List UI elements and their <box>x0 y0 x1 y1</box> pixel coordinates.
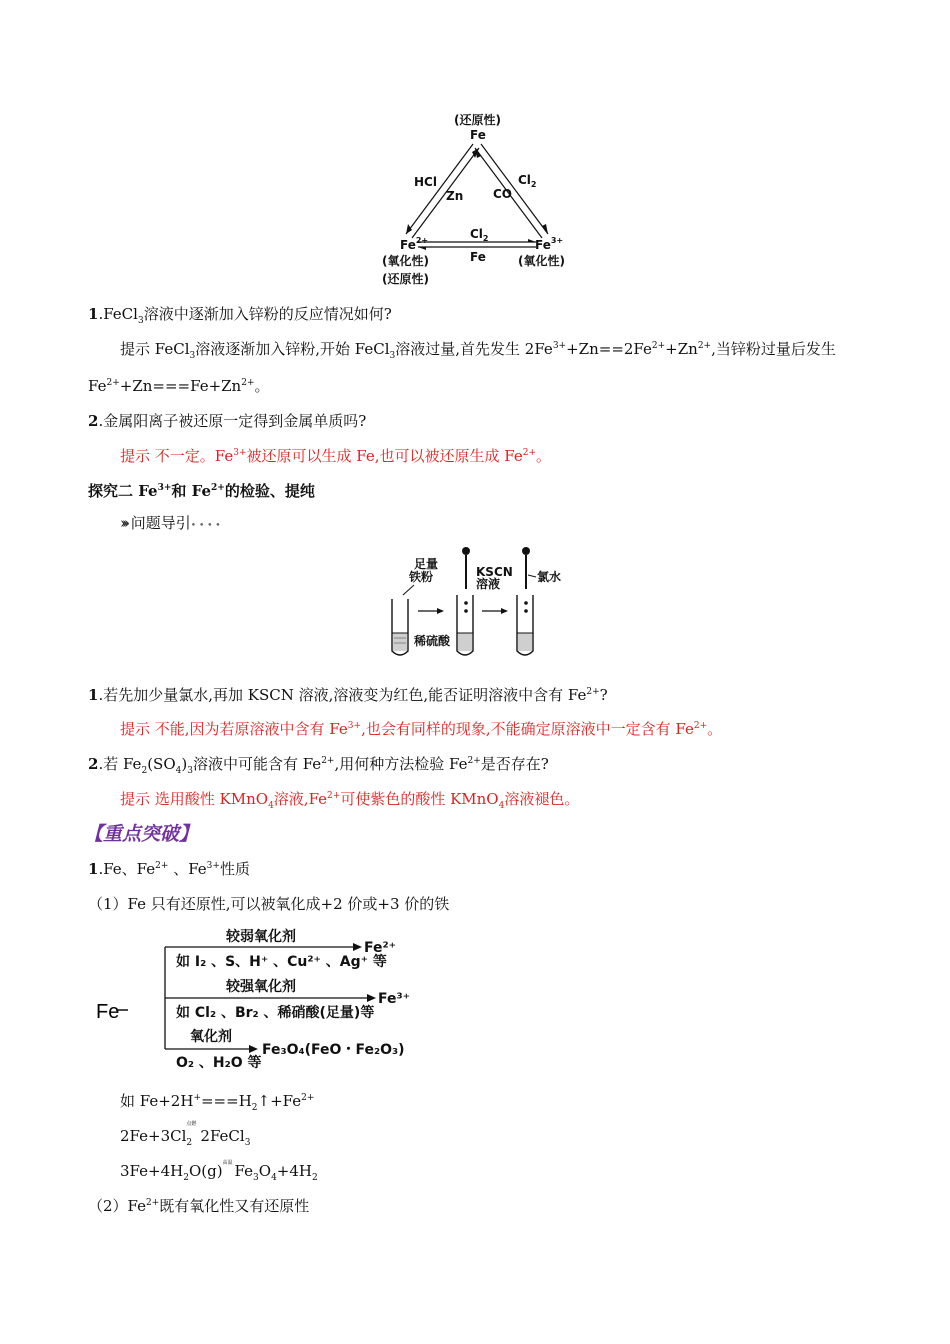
triangle-top-node: Fe <box>470 128 486 142</box>
question-3: 1.若先加少量氯水,再加 KSCN 溶液,溶液变为红色,能否证明溶液中含有 $Fe^{2+}$? <box>88 686 608 704</box>
answer-2: 提示 不一定。$Fe^{3+}$被还原可以生成 Fe,也可以被还原生成 $Fe^{2+}$。 <box>120 447 552 465</box>
question-guide: ››› 问题导引• • • • <box>120 514 221 532</box>
tube-label-kscn-1: KSCN <box>476 565 513 579</box>
branch-r1-top: 较弱氧化剂 <box>226 929 296 945</box>
triangle-left-prop1: (氧化性) <box>382 254 429 268</box>
tube-acid-label: 稀硫酸 <box>414 634 451 648</box>
answer-4: 提示 选用酸性 KMnO$_4$溶液$,Fe^{2+}$可使紫色的酸性 KMnO$_4$溶液褪色。 <box>120 790 580 811</box>
branch-fe-label: Fe <box>96 1001 120 1023</box>
tube-label-iron-1: 足量 <box>414 557 439 571</box>
answer-1-line-2: $Fe^{2+}+Zn===Fe+Zn^{2+}$。 <box>88 377 270 395</box>
answer-1-line-1: 提示 FeCl$_3$溶液逐渐加入锌粉,开始 FeCl$_3$溶液过量,首先发生 $2Fe^{3+}+Zn==2Fe^{2+}+Zn^{2+}$,当锌粉过量后发生 <box>120 340 836 361</box>
branch-r2-top: 较强氧化剂 <box>226 979 296 995</box>
equation-1: 如 $Fe+2H^+===H_2↑+Fe^{2+}$ <box>120 1092 315 1113</box>
question-1: 1.FeCl$_3$溶液中逐渐加入锌粉的反应情况如何? <box>88 305 392 326</box>
chevron-icon: ››› <box>120 514 126 532</box>
dots-icon: • • • • <box>190 521 221 531</box>
point-1-title: 1.Fe、$Fe^{2+}$ 、$Fe^{3+}$性质 <box>88 860 250 878</box>
branch-r3-product: Fe₃O₄(FeO・Fe₂O₃) <box>262 1042 405 1058</box>
branch-r1-bottom: 如 I₂ 、S、H⁺ 、Cu²⁺ 、Ag⁺ 等 <box>176 954 387 970</box>
triangle-bottom-bottom: Fe <box>470 250 486 264</box>
iron-oxidation-branch-diagram <box>90 922 440 1072</box>
branch-r2-bottom: 如 Cl₂ 、Br₂ 、稀硝酸(足量)等 <box>176 1005 375 1021</box>
branch-r3-bottom: O₂ 、H₂O 等 <box>176 1055 262 1071</box>
section-2-heading: 探究二 $Fe^{3+}$和 $Fe^{2+}$的检验、提纯 <box>88 482 315 500</box>
answer-3: 提示 不能,因为若原溶液中含有 $Fe^{3+}$,也会有同样的现象,不能确定原溶液中一定含有 $Fe^{2+}$。 <box>120 720 723 738</box>
question-4: 2.若 $Fe_2(SO_4)_3$溶液中可能含有 $Fe^{2+}$,用何种方法检验 $Fe^{2+}$是否存在? <box>88 755 549 776</box>
equation-3: $3Fe+4H_2O(g)$高温 $Fe_3O_4+4H_2$ <box>120 1160 318 1183</box>
branch-r2-product: Fe³⁺ <box>378 991 411 1007</box>
test-tube-diagram <box>378 545 568 663</box>
tube-label-iron-2: 铁粉 <box>409 570 434 584</box>
branch-r3-top: 氧化剂 <box>190 1029 232 1045</box>
triangle-right-node: $Fe^{3+}$ <box>535 236 564 252</box>
triangle-left-outer: HCl <box>414 175 437 189</box>
point-1-1: （1）Fe 只有还原性,可以被氧化成+2 价或+3 价的铁 <box>88 895 450 913</box>
tube-label-chlorine: 氯水 <box>537 570 562 584</box>
key-points-heading: 【重点突破】 <box>84 823 199 845</box>
triangle-right-prop: (氧化性) <box>518 254 565 268</box>
iron-triangle-diagram <box>370 108 580 293</box>
triangle-left-inner: Zn <box>446 189 464 203</box>
triangle-bottom-top: $Cl_2$ <box>470 227 489 243</box>
triangle-left-node: $Fe^{2+}$ <box>400 236 429 252</box>
triangle-top-prop: (还原性) <box>454 113 501 127</box>
point-1-2: $(2)Fe^{2+}$既有氧化性又有还原性 <box>88 1197 310 1215</box>
triangle-right-inner: CO <box>493 187 513 201</box>
equation-2: 2Fe+3Cl 点燃 $_2$ 2FeCl$_3$ <box>120 1121 251 1148</box>
triangle-left-prop2: (还原性) <box>382 272 429 286</box>
tube-label-kscn-2: 溶液 <box>476 577 501 591</box>
question-2: 2.金属阳离子被还原一定得到金属单质吗? <box>88 412 367 430</box>
triangle-right-outer: $Cl_2$ <box>518 173 537 189</box>
branch-r1-product: Fe²⁺ <box>364 940 397 956</box>
